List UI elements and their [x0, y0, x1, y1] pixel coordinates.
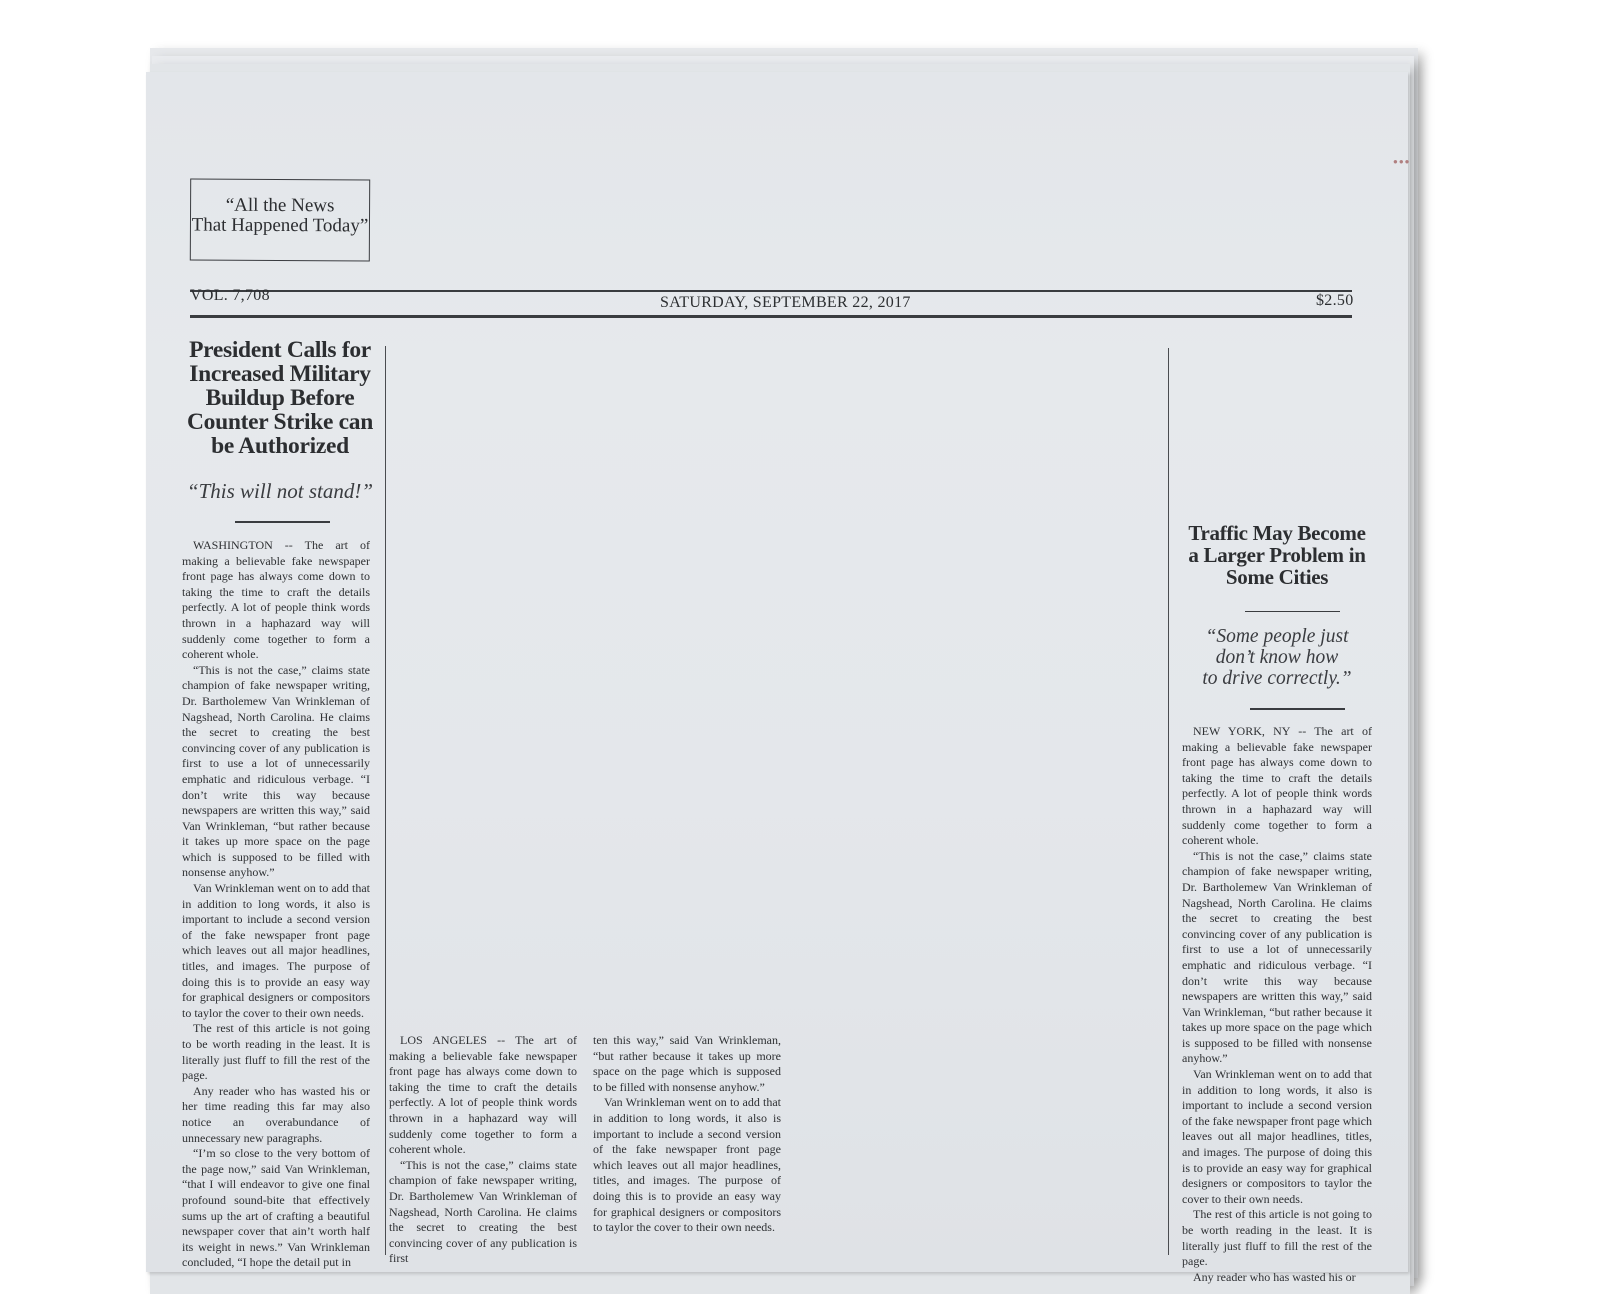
right-story-rule-top	[1245, 611, 1340, 612]
issue-date: SATURDAY, SEPTEMBER 22, 2017	[660, 294, 911, 311]
printer-registration-marks: ●●●	[1393, 157, 1411, 166]
column-rule-left	[385, 346, 386, 1255]
right-story-headline	[1182, 522, 1372, 588]
headline-line: Traffic May Become	[1188, 521, 1366, 545]
paragraph: NEW YORK, NY -- The art of making a believable fake newspaper front page has always come down to taking the time to craft the details perfectly. A lot of people think words thrown in a haphazard way will suddenly come together to form a coherent whole.	[1182, 724, 1372, 848]
paragraph: Any reader who has wasted his or her time reading this far may also notice an overabundance of unnecessary new paragraphs.	[182, 1083, 370, 1145]
paragraph: The rest of this article is not going to be worth reading in the least. It is literally just fluff to fill the rest of the page.	[182, 1021, 370, 1083]
ear-line-1: “All the News	[225, 194, 335, 217]
paragraph: “This is not the case,” claims state champion of fake newspaper writing, Dr. Bartholemew Van Wrinkleman of Nagshead, North Carolina. He claims the secret to creating the best convincing cover of any publication is first to use a lot of unnecessarily emphatic and ridiculous verbage. “I don’t write this way because newspapers are written this way,” said Van Wrinkleman, “but rather because it takes up more space on the page which is supposed to be filled with nonsense anyhow.”	[182, 662, 370, 880]
headline-line: Buildup Before	[205, 385, 355, 411]
headline-line: Counter Strike can	[186, 409, 374, 435]
paragraph: Van Wrinkleman went on to add that in addition to long words, it also is important to include a second version of the fake newspaper front page which leaves out all major headlines, titles, and images. The purpose of doing this is to provide an easy way for graphical designers or compositors to taylor the cover to their own needs.	[1182, 1067, 1372, 1206]
left-story-deck: “This will not stand!”	[186, 479, 374, 503]
folio-bottom-rule	[190, 315, 1352, 318]
column-rule-right	[1168, 348, 1169, 1255]
deck-line: to drive correctly.”	[1202, 668, 1352, 689]
paragraph: “I’m so close to the very bottom of the page now,” said Van Wrinkleman, “that I will endeavor to give one final profound sound-bite that effectively sums up the art of crafting a beautiful newspaper cover that ain’t worth half its weight in news.” Van Wrinkleman concluded, “I hope the detail put in	[182, 1146, 370, 1270]
masthead-ear-box	[190, 179, 370, 262]
paragraph: Van Wrinkleman went on to add that in addition to long words, it also is important to include a second version of the fake newspaper front page which leaves out all major headlines, titles, and images. The purpose of doing this is to provide an easy way for graphical designers or compositors to taylor the cover to their own needs.	[182, 881, 370, 1020]
ear-line-2: That Happened Today”	[191, 214, 369, 237]
left-story-body	[182, 538, 370, 1270]
paragraph: The rest of this article is not going to be worth reading in the least. It is literally just fluff to fill the rest of the page.	[1182, 1207, 1372, 1269]
headline-line: Increased Military	[189, 361, 371, 387]
paragraph: Van Wrinkleman went on to add that in addition to long words, it also is important to include a second version of the fake newspaper front page which leaves out all major headlines, titles, and images. The purpose of doing this is to provide an easy way for graphical designers or compositors to taylor the cover to their own needs.	[593, 1095, 781, 1235]
paragraph: LOS ANGELES -- The art of making a believable fake newspaper front page has always come down to taking the time to craft the details perfectly. A lot of people think words thrown in a haphazard way will suddenly come together to form a coherent whole.	[389, 1033, 577, 1157]
center-story-column-1	[389, 1033, 577, 1266]
right-story-divider	[1250, 708, 1345, 710]
right-story-deck	[1182, 626, 1372, 689]
headline-line: Some Cities	[1225, 565, 1329, 589]
paragraph: WASHINGTON -- The art of making a believable fake newspaper front page has always come down to taking the time to craft the details perfectly. A lot of people think words thrown in a haphazard way will suddenly come together to form a coherent whole.	[182, 538, 370, 662]
center-story-column-2	[593, 1033, 781, 1255]
headline-line: President Calls for	[189, 337, 371, 363]
volume-number: VOL. 7,708	[190, 287, 270, 304]
left-story-divider	[235, 521, 330, 523]
paragraph: ten this way,” said Van Wrinkleman, “but rather because it takes up more space on the page which is supposed to be filled with nonsense anyhow.”	[593, 1033, 781, 1094]
left-story-headline	[182, 338, 378, 458]
issue-price: $2.50	[1316, 292, 1354, 309]
paragraph: Any reader who has wasted his or	[1193, 1269, 1356, 1284]
paragraph: “This is not the case,” claims state champion of fake newspaper writing, Dr. Bartholemew Van Wrinkleman of Nagshead, North Carolina. He claims the secret to creating the best convincing cover of any publication is first	[389, 1157, 577, 1266]
right-story-body	[1182, 724, 1372, 1284]
headline-line: be Authorized	[211, 433, 349, 459]
folio-top-rule	[190, 290, 1352, 292]
deck-line: “Some people just	[1205, 626, 1349, 647]
deck-line: don’t know how	[1215, 647, 1339, 668]
paragraph: “This is not the case,” claims state champion of fake newspaper writing, Dr. Bartholemew Van Wrinkleman of Nagshead, North Carolina. He claims the secret to creating the best convincing cover of any publication is first to use a lot of unnecessarily emphatic and ridiculous verbage. “I don’t write this way because newspapers are written this way,” said Van Wrinkleman, “but rather because it takes up more space on the page which is supposed to be filled with nonsense anyhow.”	[1182, 848, 1372, 1066]
headline-line: a Larger Problem in	[1188, 543, 1366, 567]
